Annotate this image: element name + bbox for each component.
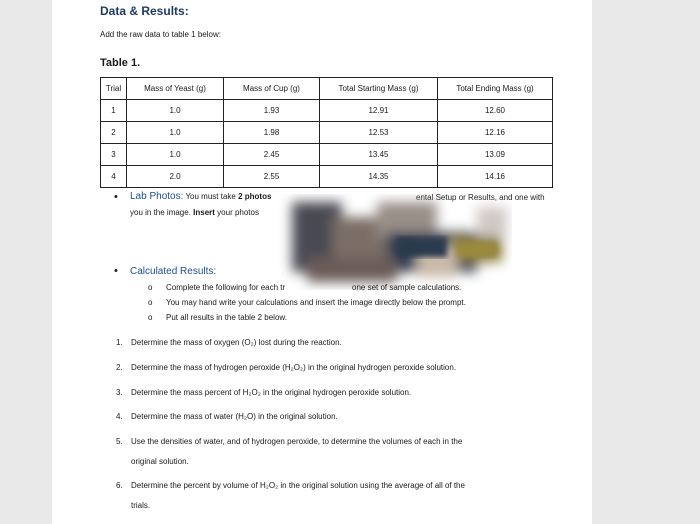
lab-photos-line — [130, 191, 271, 202]
question-text: Determine the mass of oxygen (O₂) lost during the reaction. — [131, 338, 342, 347]
document-page — [52, 0, 592, 524]
table-cell: 12.91 — [320, 100, 438, 122]
lab-photos-count: 2 photos — [238, 192, 272, 201]
question-text-cont: original solution. — [131, 457, 189, 466]
table-row — [101, 100, 553, 122]
question-text: Use the densities of water, and of hydrogen peroxide, to determine the volumes of each in the — [131, 437, 463, 446]
lab-photos-tail: ental Setup or Results, and one with — [416, 193, 545, 202]
header-cell: Total Starting Mass (g) — [320, 78, 438, 100]
table-cell: 14.16 — [438, 166, 553, 188]
table-cell: 13.09 — [438, 144, 553, 166]
lab-photos-label: Lab Photos: — [130, 191, 184, 202]
table-cell: 12.16 — [438, 122, 553, 144]
table-row — [101, 166, 553, 188]
table-cell: 1.93 — [224, 100, 320, 122]
calc-item-2: You may hand write your calculations and insert the image directly below the prompt. — [166, 298, 466, 307]
table-cell: 12.60 — [438, 100, 553, 122]
table-cell: 2.0 — [127, 166, 224, 188]
table-row — [101, 144, 553, 166]
circle-bullet-icon: o — [148, 283, 153, 292]
calc-item-1b: one set of sample calculations. — [352, 283, 462, 292]
table-cell: 2.55 — [224, 166, 320, 188]
question-number: 1. — [116, 338, 123, 347]
calc-item-3: Put all results in the table 2 below. — [166, 313, 287, 322]
question-number: 6. — [116, 481, 123, 490]
header-cell: Total Ending Mass (g) — [438, 78, 553, 100]
bullet-icon: • — [114, 191, 118, 203]
question-text: Determine the mass of hydrogen peroxide (H₂O₂) in the original hydrogen peroxide solution. — [131, 363, 457, 372]
question-number: 5. — [116, 437, 123, 446]
header-cell: Mass of Yeast (g) — [127, 78, 224, 100]
circle-bullet-icon: o — [148, 298, 153, 307]
table-cell: 1.0 — [127, 144, 224, 166]
data-table — [100, 77, 553, 188]
table-cell: 12.53 — [320, 122, 438, 144]
question-number: 2. — [116, 363, 123, 372]
question-text-cont: trials. — [131, 501, 151, 510]
table-title: Table 1. — [100, 57, 141, 69]
table-cell: 4 — [101, 166, 127, 188]
table-cell: 14.35 — [320, 166, 438, 188]
insert-word: Insert — [193, 208, 215, 217]
table-cell: 13.45 — [320, 144, 438, 166]
question-text: Determine the percent by volume of H₂O₂ in the original solution using the average of all of the — [131, 481, 465, 490]
table-cell: 2 — [101, 122, 127, 144]
lab-photos-line2-end: your photos — [214, 208, 259, 217]
blurred-lab-photo — [277, 192, 512, 292]
table-cell: 1.0 — [127, 100, 224, 122]
table-cell: 1.98 — [224, 122, 320, 144]
question-number: 3. — [116, 388, 123, 397]
lab-photos-line2-text: you in the image. — [130, 208, 194, 217]
table-header-row — [101, 78, 553, 100]
question-text: Determine the mass percent of H₂O₂ in the original hydrogen peroxide solution. — [131, 388, 412, 397]
instruction-text: Add the raw data to table 1 below: — [100, 30, 221, 39]
table-cell: 1.0 — [127, 122, 224, 144]
header-cell: Trial — [101, 78, 127, 100]
table-cell: 2.45 — [224, 144, 320, 166]
table-cell: 1 — [101, 100, 127, 122]
question-text: Determine the mass of water (H₂O) in the original solution. — [131, 412, 338, 421]
table-cell: 3 — [101, 144, 127, 166]
calc-item-1a: Complete the following for each tr — [166, 283, 286, 292]
header-cell: Mass of Cup (g) — [224, 78, 320, 100]
circle-bullet-icon: o — [148, 313, 153, 322]
lab-photos-line2 — [130, 208, 259, 217]
question-number: 4. — [116, 412, 123, 421]
calculated-results-label: Calculated Results: — [130, 266, 217, 277]
bullet-icon: • — [114, 265, 118, 277]
lab-photos-text: You must take — [185, 192, 239, 201]
section-heading: Data & Results: — [100, 4, 189, 18]
table-row — [101, 122, 553, 144]
